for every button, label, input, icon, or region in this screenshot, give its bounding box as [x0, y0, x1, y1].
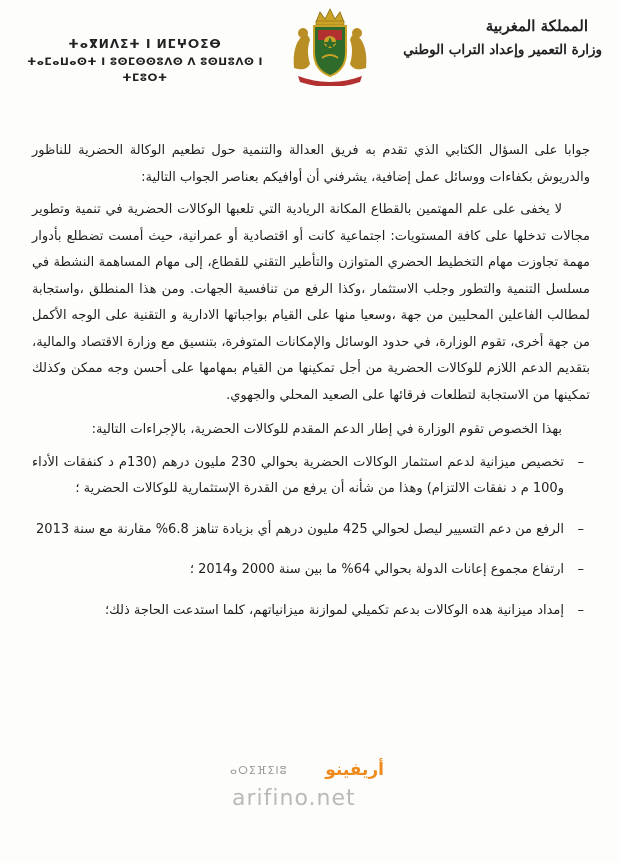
kingdom-title-arabic: المملكة المغربية: [485, 17, 588, 35]
list-item: [32, 598, 590, 625]
list-item: [32, 517, 590, 544]
header-tifinagh: [14, 36, 276, 86]
bullet-dash: –: [577, 521, 584, 537]
list-item: [32, 450, 590, 503]
watermark-logo: [224, 760, 404, 820]
coat-of-arms-icon: [288, 6, 372, 86]
kingdom-title-tifinagh: ⵜⴰⴳⵍⴷⵉⵜ ⵏ ⵍⵎⵖⵔⵉⴱ: [68, 37, 222, 51]
intro-paragraph: جوابا على السؤال الكتابي الذي تقدم به فريق العدالة والتنمية حول تطعيم الوكالة الحضرية للناظور والدريوش بكفاءات ووسائل عمل إضافية، يشرفني أن أوافيكم بعناصر الجواب التالية:: [32, 143, 590, 185]
bullet-dash: –: [577, 454, 584, 470]
measures-list: [32, 450, 590, 625]
context-paragraph: لا يخفى على علم المهتمين بالقطاع المكانة الريادية التي تلعبها الوكالات الحضرية في تنمية وتطوير مجالات تدخلها على كافة المستويات: اجتماعية كانت أو اقتصادية أو عمرانية، حيث أمست تضطلع بأدوار مهمة تجاوزت مهام التخطيط الحضري المتوازن والتأطير التقني للقطاع، إلى مهام المساهمة النشطة في مسلسل التنمية والتطور وجلب الاستثمار ،وكذا الرفع من تنافسية الجهات. ومن هذا المنطلق ،واستجابة لمطالب الفاعلين المحليين من جهة ،وسعيا منها على القيام بواجباتها الادارية و التقنية على الوجه الأكمل من جهة أخرى، تقوم الوزارة، في حدود الوسائل والإمكانات المتوفرة، بتنسيق مع وزارة الاقتصاد والمالية، بتقديم الدعم اللازم للوكالات الحضرية من أجل تمكينها من القيام بمهامها على أحسن وجه ممكن وكذلك تمكينها من الاستجابة لتطلعات فرقائها على الصعيد المحلي والجهوي.: [32, 202, 590, 403]
watermark-latin: arifino.net: [232, 786, 356, 811]
list-item-text: ارتفاع مجموع إعانات الدولة بحوالي 64% ما بين سنة 2000 و2014 ؛: [189, 562, 564, 577]
letter-body: [32, 138, 590, 638]
header-arabic: [402, 16, 602, 62]
watermark-arabic: أريفينو: [325, 760, 384, 780]
ministry-title-tifinagh: ⵜⴰⵎⴰⵡⴰⵙⵜ ⵏ ⵓⵙⵎⵙⵙⵓⴷⵙ ⴷ ⵓⵙⵡⵓⴷⵙ ⵏ ⵜⵎⵓⵔⵜ: [27, 56, 263, 84]
measures-intro-paragraph: بهذا الخصوص تقوم الوزارة في إطار الدعم المقدم للوكالات الحضرية، بالإجراءات التالية:: [91, 422, 562, 437]
bullet-dash: –: [577, 602, 584, 618]
bullet-dash: –: [577, 562, 584, 577]
list-item-text: تخصيص ميزانية لدعم استثمار الوكالات الحضرية بحوالي 230 مليون درهم (130م د كنفقات الأداء و100 م د نفقات الالتزام) وهذا من شأنه أن يرفع من القدرة الإستثمارية للوكالات الحضرية ؛: [32, 454, 564, 496]
watermark-tifinagh: ⴰⵔⵉⴼⵉⵏⵓ: [230, 764, 288, 777]
list-item-text: الرفع من دعم التسيير ليصل لحوالي 425 مليون درهم أي بزيادة تناهز 6.8% مقارنة مع سنة 2013: [36, 521, 564, 537]
list-item-text: إمداد ميزانية هده الوكالات بدعم تكميلي لموازنة ميزانياتهم، كلما استدعت الحاجة ذلك؛: [104, 602, 564, 618]
ministry-title-arabic: وزارة التعمير وإعداد التراب الوطني: [403, 42, 602, 58]
list-item: [32, 557, 590, 584]
